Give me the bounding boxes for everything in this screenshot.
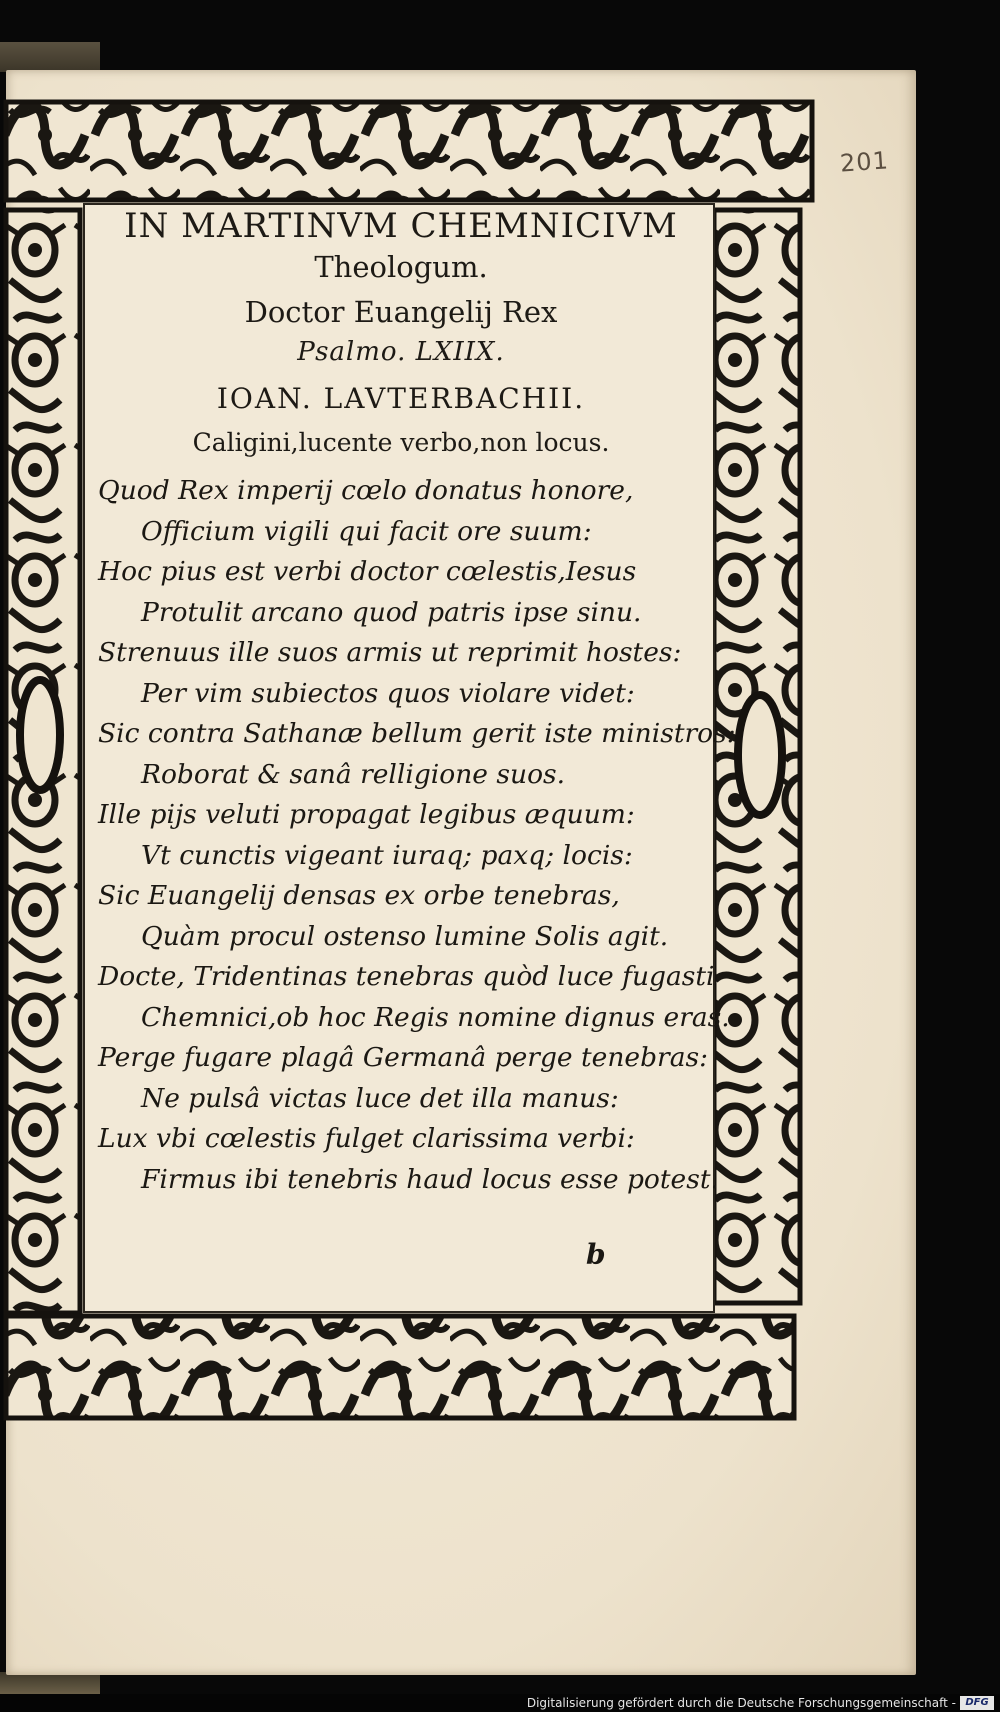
verse-line: Sic contra Sathanæ bellum gerit iste ministros: [98,718,736,749]
title-line-3: Doctor Euangelij Rex [244,295,558,329]
verse-line: Protulit arcano quod patris ipse sinu. [141,596,642,628]
title-line-2: Theologum. [314,250,488,284]
verse-line: Docte, Tridentinas tenebras quòd luce fugasti [98,961,715,992]
motto: Caligini,lucente verbo,non locus. [192,428,610,457]
poem [86,471,736,1200]
verse-line: Ne pulsâ victas luce det illa manus: [141,1082,619,1114]
verse-line: Chemnici,ob hoc Regis nomine dignus eras. [141,1001,730,1033]
verse-line: Perge fugare plagâ Germanâ perge tenebras: [98,1042,709,1073]
verse-line: Sic Euangelij densas ex orbe tenebras, [98,880,620,911]
verse-line: Vt cunctis vigeant iuraq; paxq; locis: [141,839,633,871]
text-panel [86,205,736,1320]
author-name: IOAN. LAVTERBACHII. [216,382,586,415]
verse-line: Per vim subiectos quos violare videt: [141,677,635,709]
verse-line: Lux vbi cœlestis fulget clarissima verbi: [98,1123,635,1154]
dfg-logo: DFG [960,1696,994,1710]
folio-number: 201 [839,146,890,178]
verse-line: Quod Rex imperij cœlo donatus honore, [98,475,634,506]
verse-line: Quàm procul ostenso lumine Solis agit. [141,920,669,952]
psalm-reference: Psalmo. LXIIX. [297,337,505,367]
verse-line: Ille pijs veluti propagat legibus æquum: [98,799,635,830]
verse-line: Hoc pius est verbi doctor cœlestis,Iesus [98,556,637,587]
verse-line: Strenuus ille suos armis ut reprimit hostes: [98,637,682,668]
signature-mark: b [586,1238,606,1271]
title-line-1: IN MARTINVM CHEMNICIVM [124,206,678,246]
verse-line: Roborat & sanâ relligione suos. [141,758,566,790]
verse-line: Firmus ibi tenebris haud locus esse potest. [141,1163,719,1195]
verse-line: Officium vigili qui facit ore suum: [141,515,592,547]
funding-credit: Digitalisierung gefördert durch die Deutsche Forschungsgemeinschaft - [526,1696,956,1710]
